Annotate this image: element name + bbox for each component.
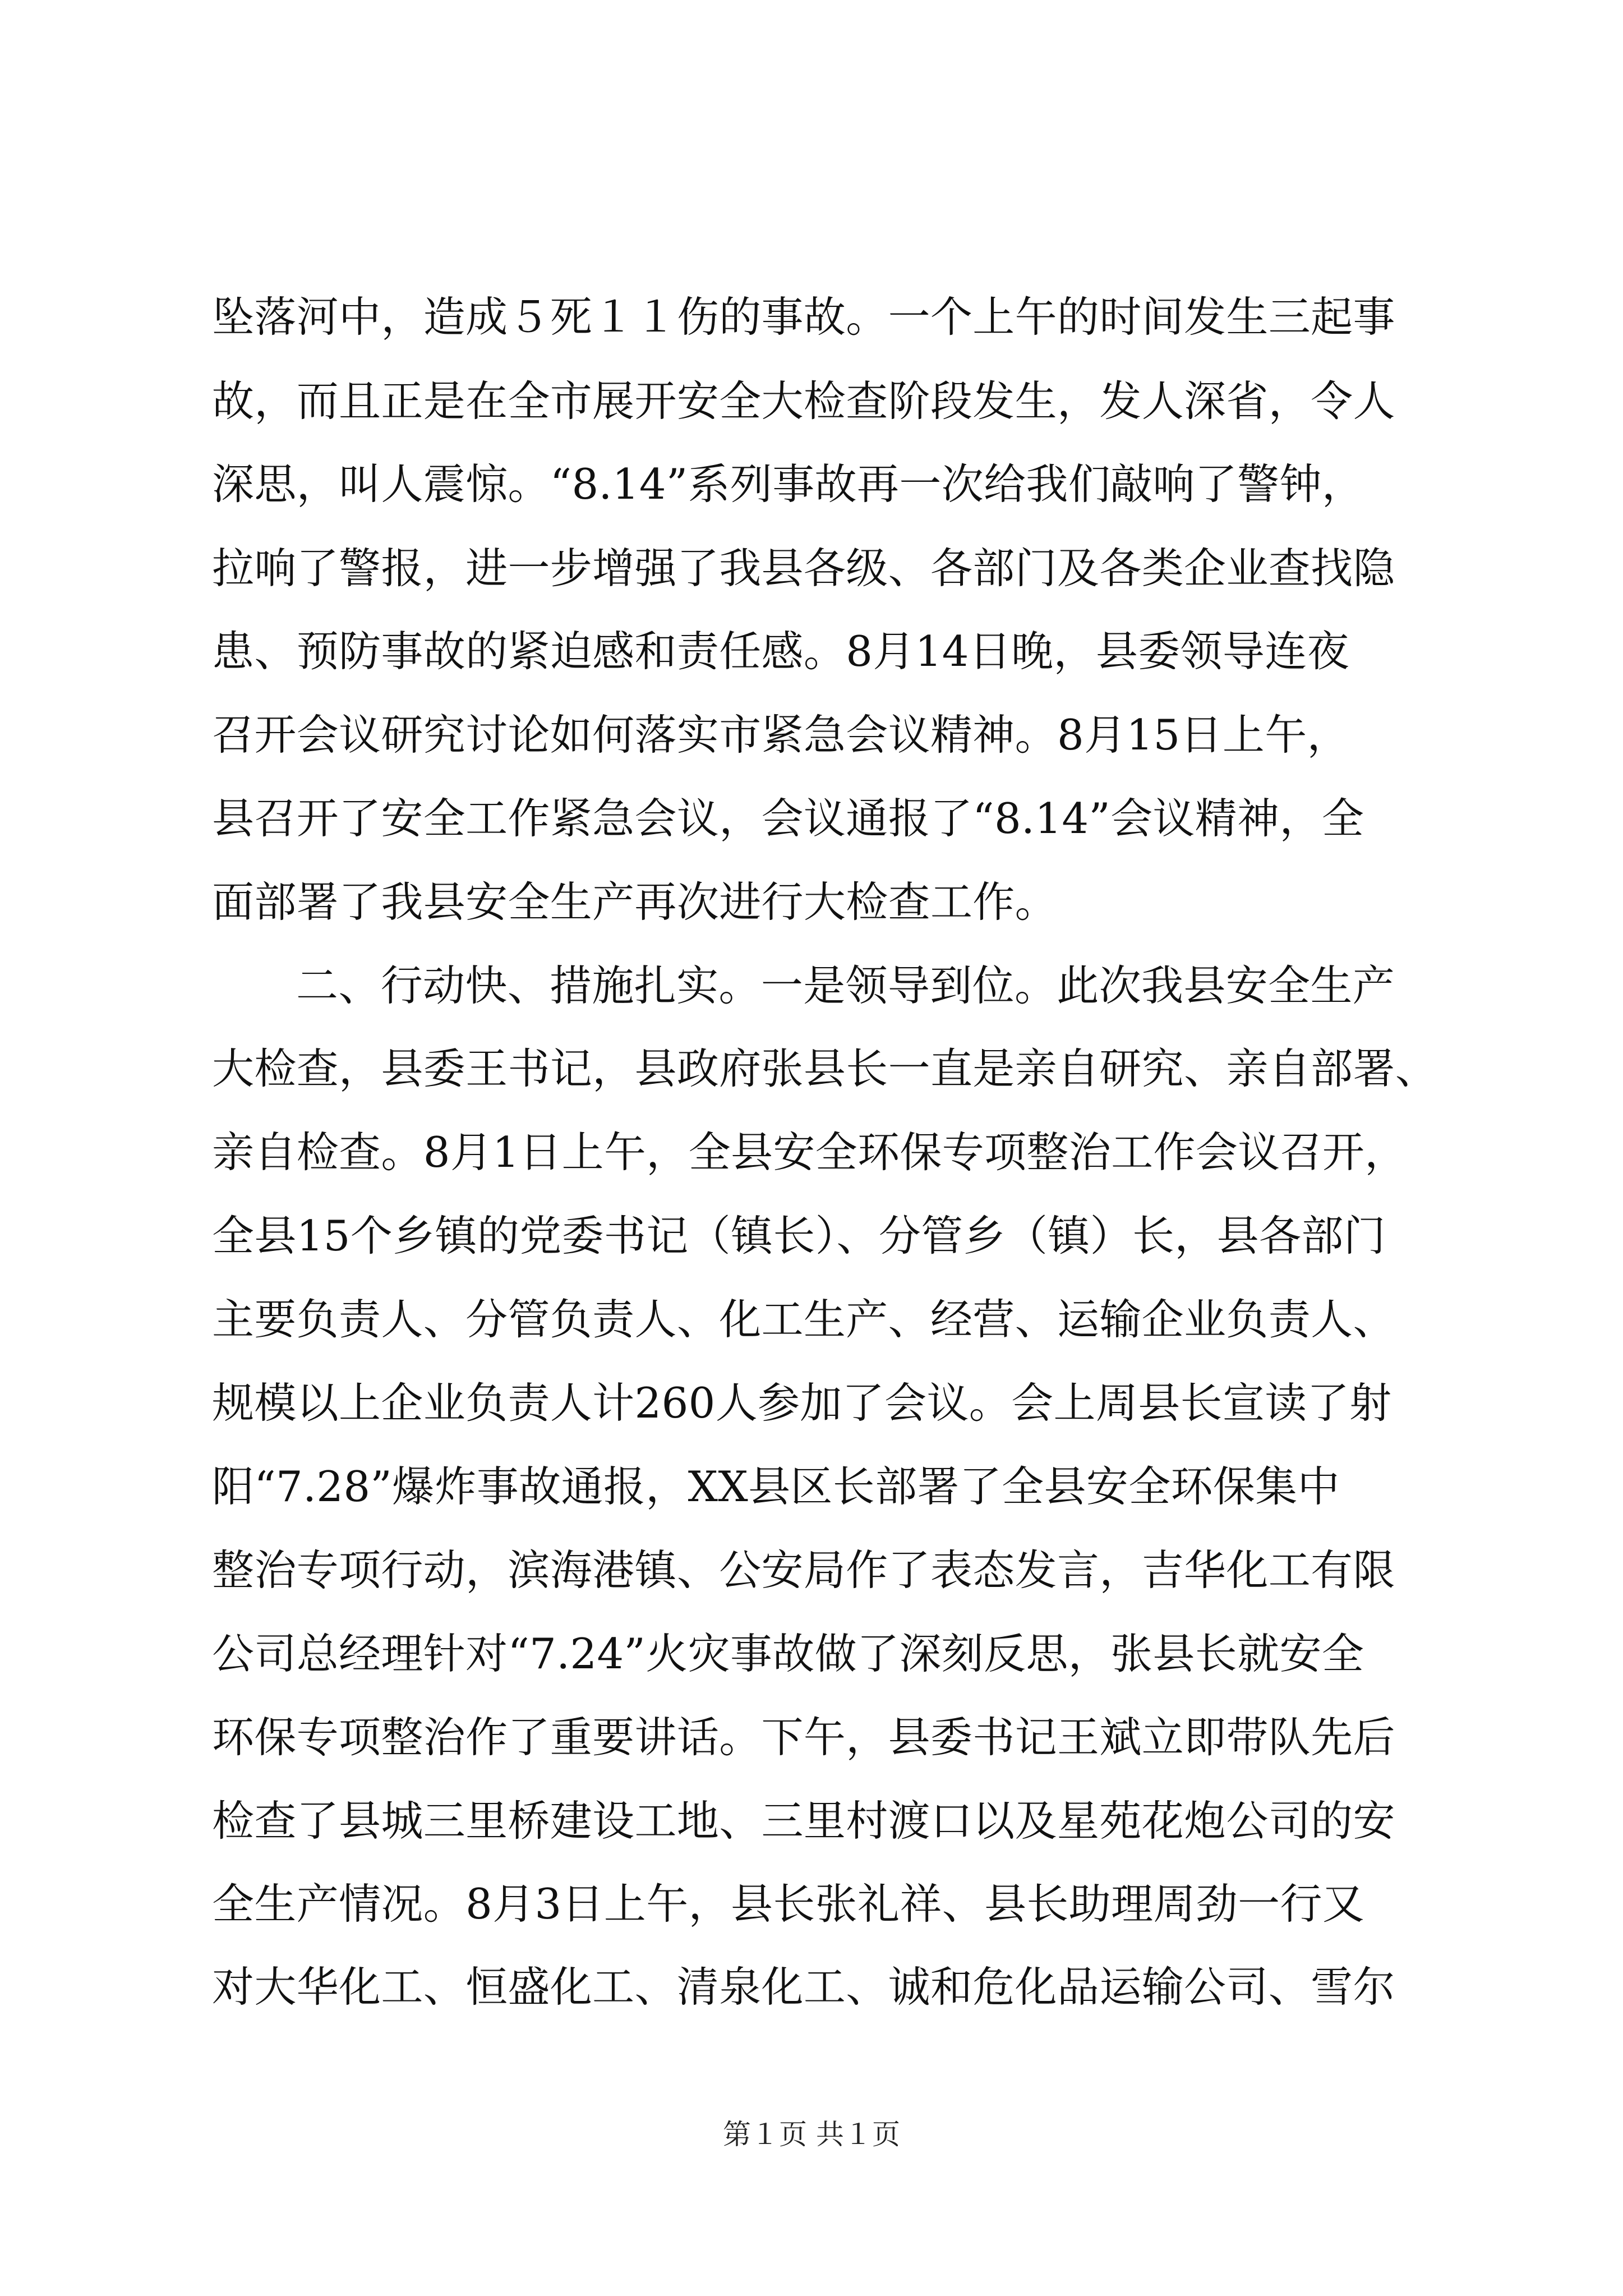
text-line: 大检查，县委王书记，县政府张县长一直是亲自研究、亲自部署、 <box>212 1044 1438 1093</box>
text-line: 县召开了安全工作紧急会议，会议通报了“8.14”会议精神，全 <box>212 794 1364 843</box>
page-number-footer: 第１页 共１页 <box>723 2118 900 2151</box>
text-line: 患、预防事故的紧迫感和责任感。8月14日晚，县委领导连夜 <box>212 627 1349 676</box>
text-line: 面部署了我县安全生产再次进行大检查工作。 <box>212 877 1058 927</box>
text-line: 阳“7.28”爆炸事故通报，XX县区长部署了全县安全环保集中 <box>212 1462 1340 1511</box>
text-line: 整治专项行动，滨海港镇、公安局作了表态发言，吉华化工有限 <box>212 1545 1395 1595</box>
text-line: 对大华化工、恒盛化工、清泉化工、诚和危化品运输公司、雪尔 <box>212 1962 1395 2012</box>
text-line: 坠落河中，造成５死１１伤的事故。一个上午的时间发生三起事 <box>212 292 1395 342</box>
text-line: 全县15个乡镇的党委书记（镇长）、分管乡（镇）长，县各部门 <box>212 1211 1386 1260</box>
text-line: 亲自检查。8月1日上午，全县安全环保专项整治工作会议召开， <box>212 1128 1407 1177</box>
text-line: 主要负责人、分管负责人、化工生产、经营、运输企业负责人、 <box>212 1295 1395 1344</box>
text-line: 拉响了警报，进一步增强了我县各级、各部门及各类企业查找隐 <box>212 544 1395 593</box>
text-line: 全生产情况。8月3日上午，县长张礼祥、县长助理周劲一行又 <box>212 1879 1365 1929</box>
text-line: 故，而且正是在全市展开安全大检查阶段发生，发人深省，令人 <box>212 376 1395 426</box>
text-line: 环保专项整治作了重要讲话。下午，县委书记王斌立即带队先后 <box>212 1713 1395 1762</box>
text-line: 规模以上企业负责人计260人参加了会议。会上周县长宣读了射 <box>212 1378 1392 1428</box>
text-line: 检查了县城三里桥建设工地、三里村渡口以及星苑花炮公司的安 <box>212 1796 1395 1846</box>
text-line: 深思，叫人震惊。“8.14”系列事故再一次给我们敲响了警钟， <box>212 459 1364 509</box>
text-line: 公司总经理针对“7.24”火灾事故做了深刻反思，张县长就安全 <box>212 1629 1364 1678</box>
paragraph-start-line: 二、行动快、措施扎实。一是领导到位。此次我县安全生产 <box>296 961 1395 1010</box>
text-line: 召开会议研究讨论如何落实市紧急会议精神。8月15日上午， <box>212 710 1349 760</box>
